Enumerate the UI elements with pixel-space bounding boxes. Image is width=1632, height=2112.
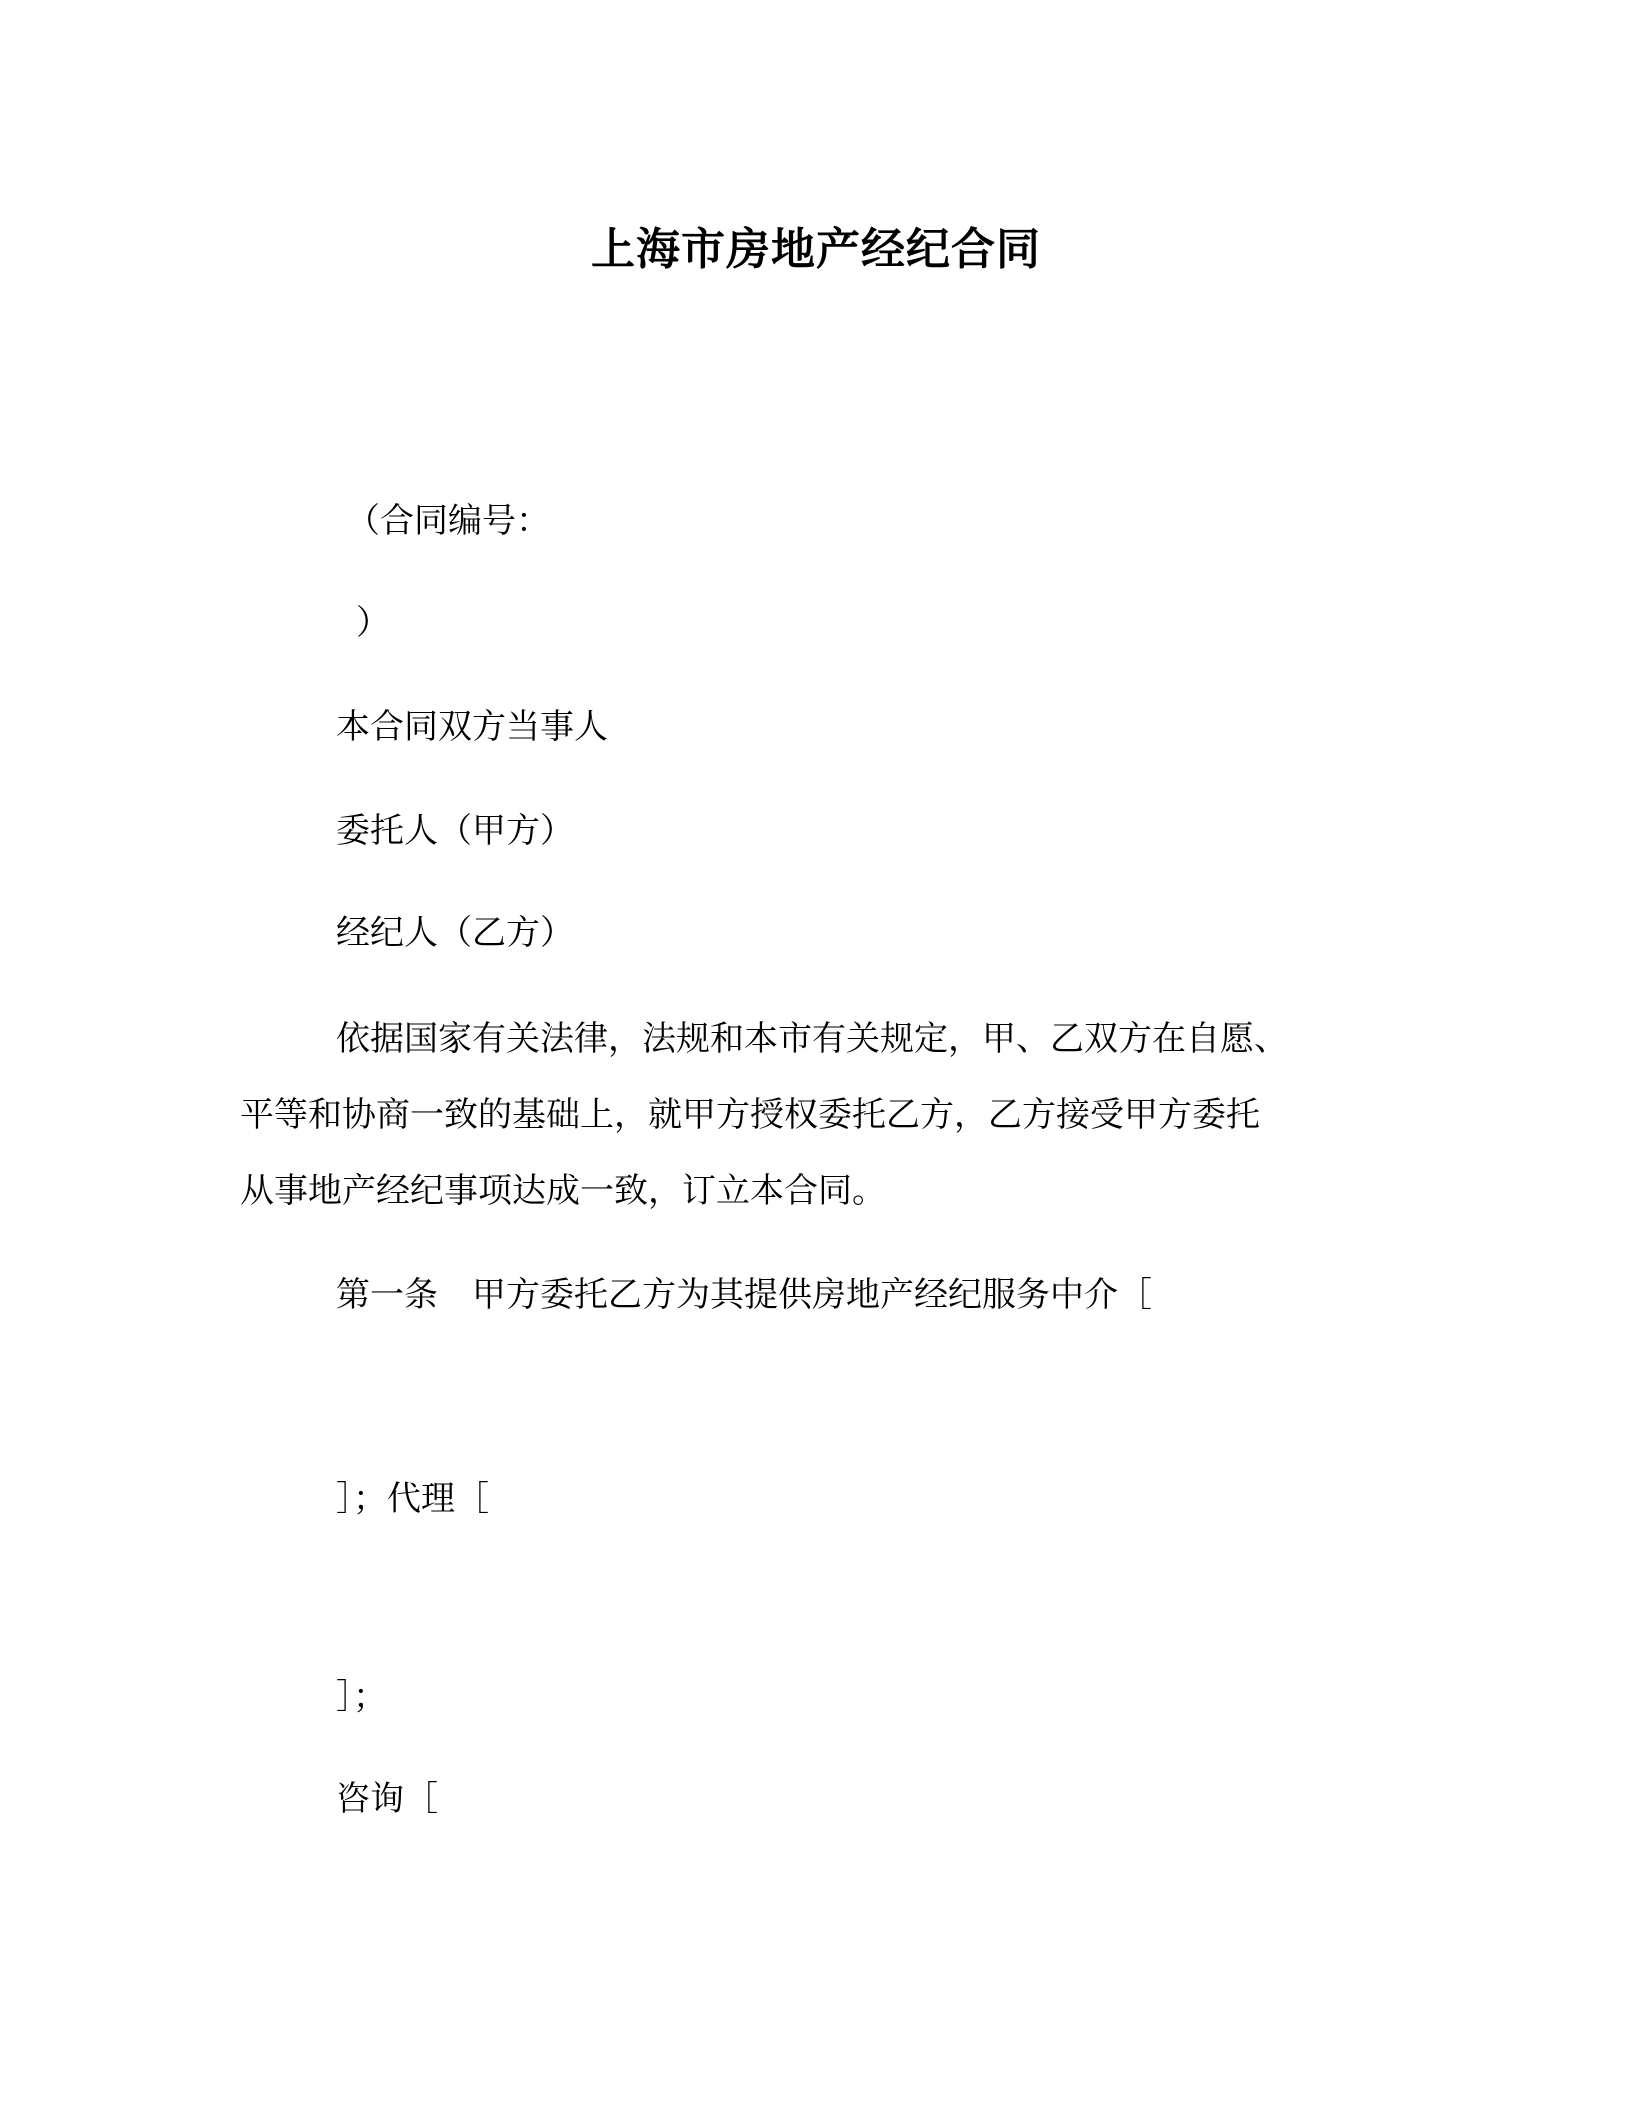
article-1-line-2: ］；代理［ <box>336 1479 489 1519</box>
preamble-line-1: 依据国家有关法律，法规和本市有关规定，甲、乙双方在自愿、 <box>336 1019 1288 1059</box>
contract-number-label: （合同编号： <box>346 501 550 541</box>
parties-heading: 本合同双方当事人 <box>336 707 608 747</box>
article-1-line-4: 咨询［ <box>336 1779 438 1819</box>
preamble-line-2: 平等和协商一致的基础上，就甲方授权委托乙方，乙方接受甲方委托 <box>240 1095 1260 1135</box>
article-1-line-1: 第一条 甲方委托乙方为其提供房地产经纪服务中介［ <box>336 1275 1152 1315</box>
party-b-label: 经纪人（乙方） <box>336 913 574 953</box>
contract-number-close: ） <box>356 603 390 643</box>
party-a-label: 委托人（甲方） <box>336 811 574 851</box>
document-title: 上海市房地产经纪合同 <box>591 224 1041 275</box>
preamble-line-3: 从事地产经纪事项达成一致，订立本合同。 <box>240 1171 886 1211</box>
article-1-line-3: ］； <box>336 1677 387 1717</box>
